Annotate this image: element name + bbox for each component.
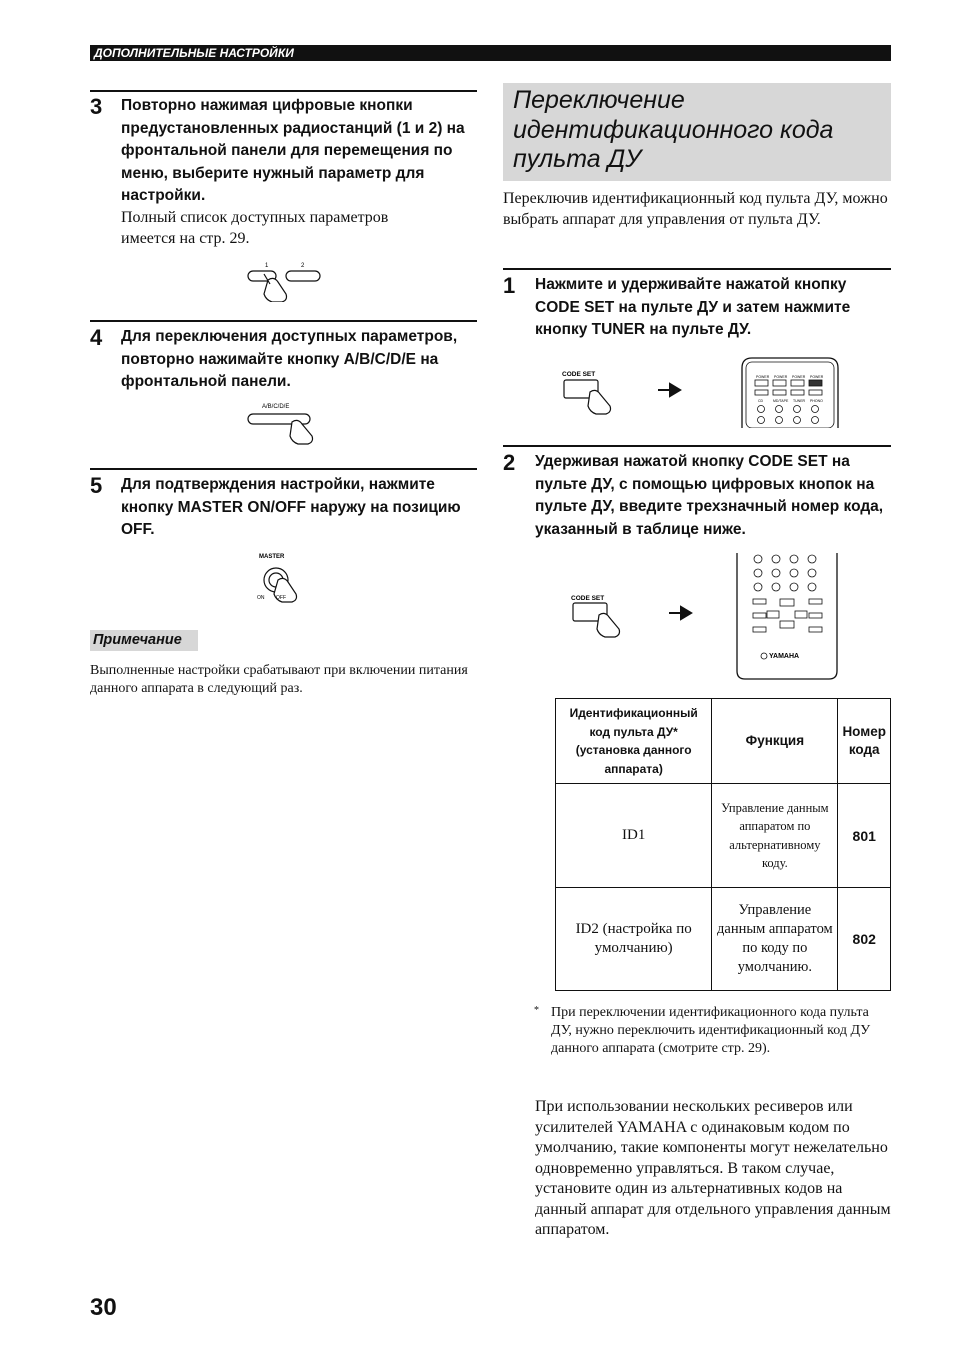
section-intro: Переключив идентификационный код пульта ДУ, можно выбрать аппарат для управления от пульта ДУ. <box>503 190 888 228</box>
row-2-code: 802 <box>838 888 891 991</box>
section-title: Переключение идентификационного кода пульта ДУ <box>513 86 834 173</box>
remote1-power-4: POWER <box>810 375 824 379</box>
row-2-function: Управление данным аппаратом по коду по умолчанию. <box>712 888 838 991</box>
table-row <box>556 888 891 991</box>
code-set-label-1: CODE SET <box>562 371 596 378</box>
footnote-text: При переключении идентификационного кода пульта ДУ, нужно переключить идентификационный код ДУ данного аппарата (смотрите стр. 29). <box>551 1005 871 1056</box>
header-id: Идентификационный код пульта ДУ* (установка данного аппарата) <box>556 699 712 784</box>
step-5-number: 5 <box>90 473 103 498</box>
remote1-phono: PHONO <box>810 399 823 403</box>
section-header-bar <box>90 45 891 61</box>
right-step-2-rule <box>503 445 891 447</box>
row-2-id: ID2 (настройка по умолчанию) <box>556 888 712 991</box>
abcde-button-illustration <box>242 400 332 446</box>
header-function: Функция <box>712 699 838 784</box>
right-step-1-title: Нажмите и удерживайте нажатой кнопку CODE SET на пульте ДУ и затем нажмите кнопку TUNER на пульте ДУ. <box>535 276 851 338</box>
footnote-mark: * <box>534 1005 539 1016</box>
right-step-2-number: 2 <box>503 450 516 475</box>
closing-paragraph: При использовании нескольких ресиверов или усилителей YAMAHA с одинаковым кодом по умолчанию, такие компоненты могут нежелательно одновременно управляться. В таком случае, установите один из альтернативных кодов на данный аппарат для отдельного управления данным аппаратом. <box>535 1098 891 1238</box>
step-5-title: Для подтверждения настройки, нажмите кнопку MASTER ON/OFF наружу на позицию OFF. <box>121 476 461 538</box>
note-label-text: Примечание <box>93 632 182 648</box>
master-off-label: OFF <box>276 595 286 601</box>
id-code-table <box>555 698 891 991</box>
table-row <box>556 784 891 888</box>
remote1-mdtape: MD/TAPE <box>773 399 789 403</box>
step-3-rule <box>90 90 477 92</box>
remote1-power-2: POWER <box>774 375 788 379</box>
row-1-function: Управление данным аппаратом по альтернативному коду. <box>712 784 838 888</box>
abcde-label: A/B/C/D/E <box>262 404 290 410</box>
preset-2-label: 2 <box>301 263 305 269</box>
header-code: Номер кода <box>838 699 891 784</box>
step-2-remote-illustration <box>565 553 845 683</box>
code-set-label-2: CODE SET <box>571 595 605 602</box>
step-4-number: 4 <box>90 325 103 350</box>
step-4-title: Для переключения доступных параметров, повторно нажимайте кнопку A/B/C/D/E на фронтальной панели. <box>121 328 458 390</box>
table-header-row <box>556 699 891 784</box>
preset-1-label: 1 <box>265 263 269 269</box>
note-label <box>90 630 198 651</box>
remote2-brand: YAMAHA <box>769 653 800 660</box>
master-button-illustration <box>250 550 320 606</box>
remote1-power-3: POWER <box>792 375 806 379</box>
master-on-label: ON <box>257 595 265 601</box>
right-step-1-number: 1 <box>503 273 516 298</box>
remote1-power-1: POWER <box>756 375 770 379</box>
remote1-tuner: TUNER <box>793 399 806 403</box>
step-3-body: Полный список доступных параметров имеется на стр. 29. <box>121 209 389 247</box>
remote1-cd: CD <box>758 399 764 403</box>
step-4-rule <box>90 320 477 322</box>
step-1-remote-illustration <box>560 356 850 428</box>
row-1-id: ID1 <box>556 784 712 888</box>
right-step-2-title: Удерживая нажатой кнопку CODE SET на пульте ДУ, с помощью цифровых кнопок на пульте ДУ, введите трехзначный номер кода, указанный в таблице ниже. <box>535 453 884 538</box>
row-1-code: 801 <box>838 784 891 888</box>
page-number: 30 <box>90 1294 117 1321</box>
right-step-1-rule <box>503 268 891 270</box>
step-3-title: Повторно нажимая цифровые кнопки предустановленных радиостанций (1 и 2) на фронтальной панели для перемещения по меню, выберите нужный параметр для настройки. <box>121 97 465 204</box>
section-header-label: ДОПОЛНИТЕЛЬНЫЕ НАСТРОЙКИ <box>94 46 294 60</box>
master-label: MASTER <box>259 554 285 560</box>
step-3-number: 3 <box>90 94 103 119</box>
preset-buttons-illustration <box>240 258 330 302</box>
note-text: Выполненные настройки срабатывают при включении питания данного аппарата в следующий раз. <box>90 663 468 696</box>
step-5-rule <box>90 468 477 470</box>
